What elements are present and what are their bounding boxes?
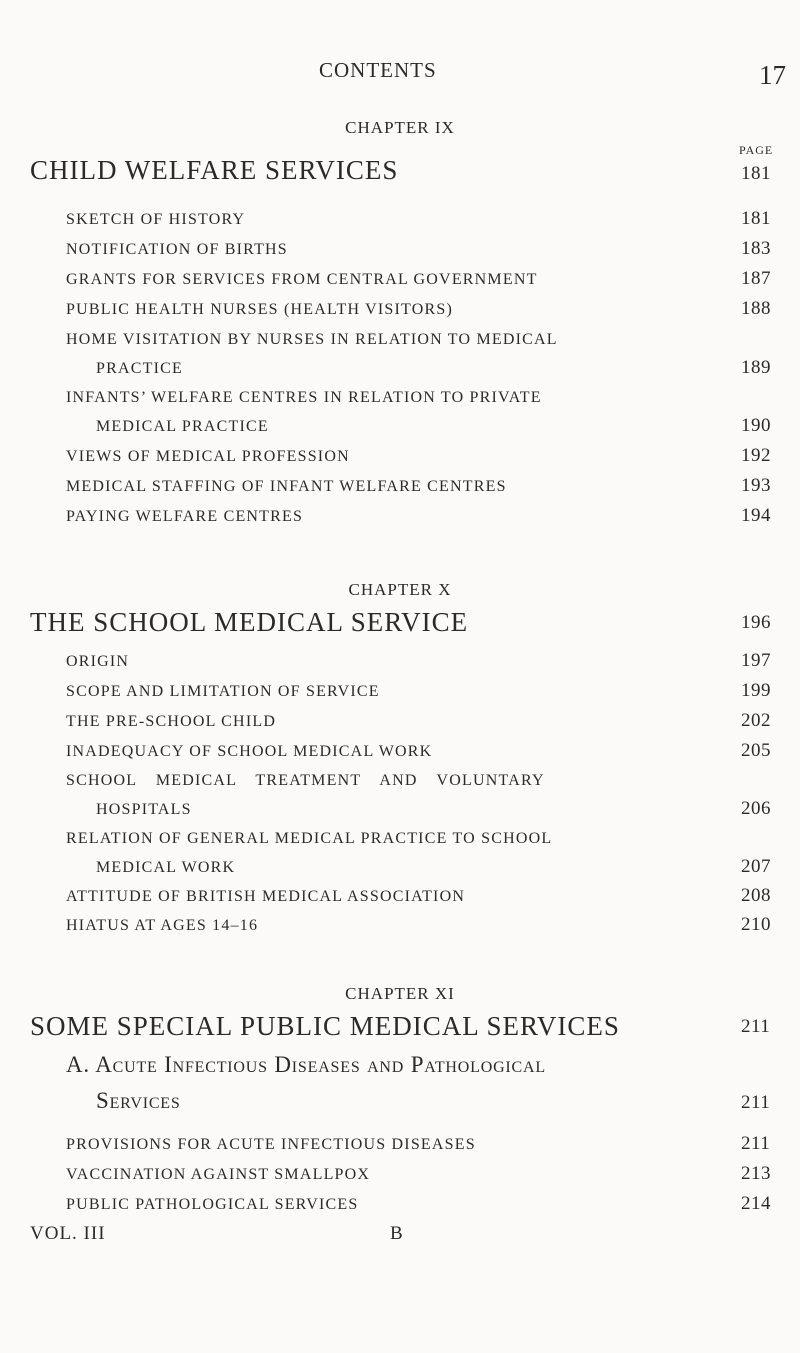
toc-entry-text: HIATUS AT AGES 14–16 [66,917,259,934]
subsection-title-continued: Services [96,1088,181,1113]
running-head-title: CONTENTS [319,58,437,82]
chapter-page: 196 [741,612,771,633]
toc-entry-page: 214 [741,1193,771,1214]
chapter-label: CHAPTER X [348,580,452,599]
toc-entry-text: PUBLIC HEALTH NURSES (HEALTH VISITORS) [66,301,453,318]
chapter-title: THE SCHOOL MEDICAL SERVICE [30,607,469,637]
chapter-label: CHAPTER IX [345,118,455,137]
toc-entry-page: 202 [741,710,771,731]
toc-entry-text: SKETCH OF HISTORY [66,211,246,228]
toc-entry-text-continued: MEDICAL WORK [96,859,236,876]
toc-entry-page: 197 [741,650,771,671]
chapter-title: CHILD WELFARE SERVICES [30,155,399,185]
toc-entry-text-continued: HOSPITALS [96,801,192,818]
toc-entry-text: PAYING WELFARE CENTRES [66,508,304,525]
toc-entry-page: 192 [741,445,771,466]
toc-entry-page: 207 [741,856,771,877]
toc-entry-text: NOTIFICATION OF BIRTHS [66,241,288,258]
toc-entry-page: 211 [741,1133,771,1154]
toc-entry-text: THE PRE-SCHOOL CHILD [66,713,277,730]
toc-entry-page: 210 [741,914,771,935]
toc-entry-text: HOME VISITATION BY NURSES IN RELATION TO MEDICAL [66,331,558,348]
toc-entry-text: RELATION OF GENERAL MEDICAL PRACTICE TO SCHOOL [66,830,553,847]
volume-label: VOL. III [30,1223,106,1244]
toc-entry-text: VIEWS OF MEDICAL PROFESSION [66,448,350,465]
toc-entry-text: PUBLIC PATHOLOGICAL SERVICES [66,1196,359,1213]
toc-entry-text: ATTITUDE OF BRITISH MEDICAL ASSOCIATION [66,888,466,905]
toc-entry-page: 189 [741,357,771,378]
toc-entry-text: VACCINATION AGAINST SMALLPOX [66,1166,371,1183]
toc-entry-page: 194 [741,505,771,526]
signature-mark: B [390,1223,404,1244]
toc-entry-text: GRANTS FOR SERVICES FROM CENTRAL GOVERNMENT [66,271,538,288]
page-column-heading: PAGE [739,143,774,157]
toc-entry-text: SCOPE AND LIMITATION OF SERVICE [66,683,380,700]
toc-entry-page: 188 [741,298,771,319]
toc-entry-page: 205 [741,740,771,761]
chapter-label: CHAPTER XI [345,984,455,1003]
toc-entry-page: 208 [741,885,771,906]
toc-entry-page: 193 [741,475,771,496]
subsection-title: A. Acute Infectious Diseases and Pathological [66,1052,546,1077]
toc-entry-page: 206 [741,798,771,819]
toc-entry-text: PROVISIONS FOR ACUTE INFECTIOUS DISEASES [66,1136,476,1153]
toc-entry-text: INFANTS’ WELFARE CENTRES IN RELATION TO PRIVATE [66,389,542,406]
toc-entry-page: 190 [741,415,771,436]
toc-entry-text: ORIGIN [66,653,130,670]
toc-entry-page: 213 [741,1163,771,1184]
toc-entry-page: 199 [741,680,771,701]
toc-entry-page: 181 [741,208,771,229]
toc-entry-page: 183 [741,238,771,259]
running-head [0,58,800,98]
chapter-page: 211 [741,1016,771,1037]
subsection-page: 211 [741,1092,771,1113]
toc-entry-text: INADEQUACY OF SCHOOL MEDICAL WORK [66,743,433,760]
page-number: 17 [759,60,786,90]
toc-entry-text: SCHOOL MEDICAL TREATMENT AND VOLUNTARY [66,772,545,789]
chapter-page: 181 [741,163,771,184]
toc-entry-text-continued: PRACTICE [96,360,183,377]
toc-entry-text: MEDICAL STAFFING OF INFANT WELFARE CENTRES [66,478,507,495]
chapter-title: SOME SPECIAL PUBLIC MEDICAL SERVICES [30,1011,620,1041]
toc-entry-text-continued: MEDICAL PRACTICE [96,418,269,435]
toc-entry-page: 187 [741,268,771,289]
